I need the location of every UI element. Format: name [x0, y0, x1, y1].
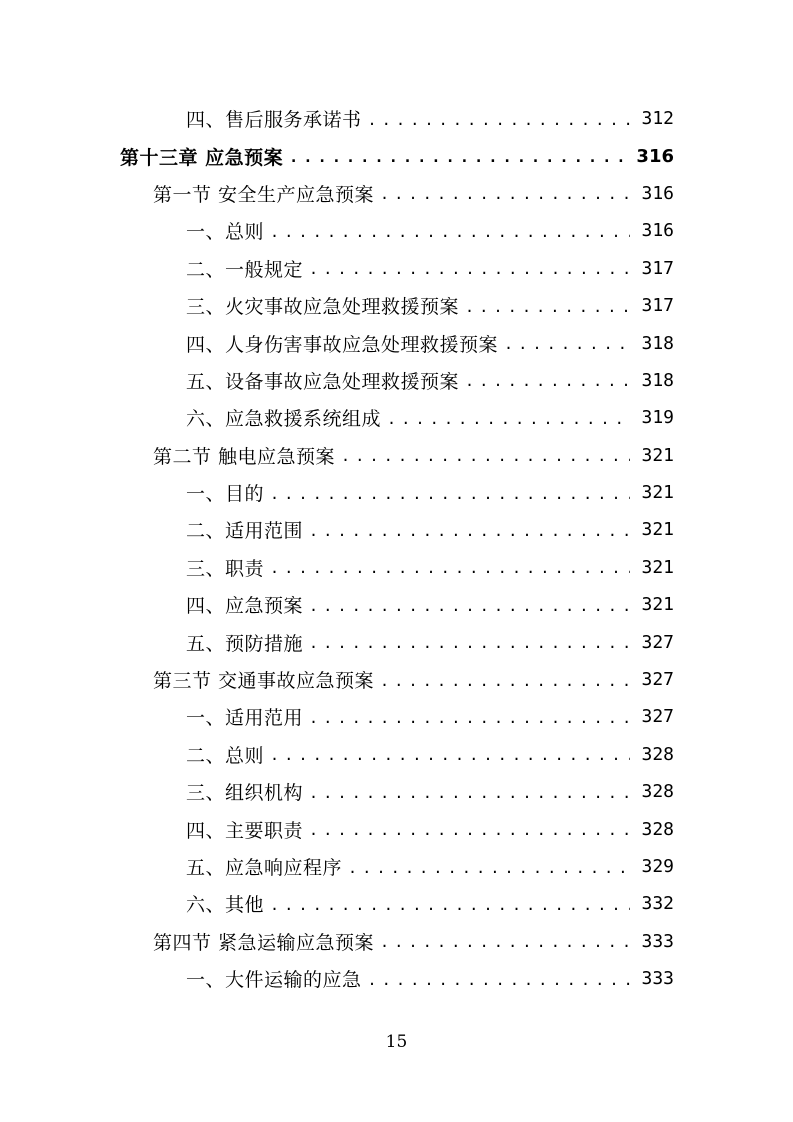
- toc-entry-page: 329: [641, 856, 674, 877]
- dot-leader: [309, 784, 630, 802]
- toc-entry-title: 第二节 触电应急预案: [153, 445, 336, 468]
- toc-entry-title: 五、应急响应程序: [186, 857, 343, 879]
- toc-entry[interactable]: [0, 549, 793, 586]
- toc-entry[interactable]: [0, 960, 793, 997]
- dot-leader: [348, 859, 630, 877]
- toc-entry-title: 第十三章 应急预案: [120, 146, 284, 169]
- dot-leader: [341, 447, 630, 465]
- toc-entry-title: 四、人身伤害事故应急处理救援预案: [186, 333, 499, 356]
- dot-leader: [270, 485, 630, 503]
- toc-entry[interactable]: [0, 586, 793, 623]
- toc-entry-page: 321: [641, 556, 674, 578]
- toc-section-entry[interactable]: [0, 661, 793, 698]
- toc-entry[interactable]: [0, 848, 793, 885]
- toc-entry[interactable]: [0, 511, 793, 548]
- toc-entry[interactable]: [0, 399, 793, 436]
- toc-entry-page: 321: [641, 594, 674, 616]
- toc-entry-title: 三、职责: [186, 557, 265, 580]
- toc-section-entry[interactable]: [0, 923, 793, 960]
- toc-entry-page: 316: [641, 220, 674, 242]
- toc-entry-title: 六、应急救援系统组成: [186, 408, 382, 431]
- toc-entry[interactable]: [0, 100, 793, 137]
- toc-section-entry[interactable]: [0, 175, 793, 212]
- toc-entry[interactable]: [0, 773, 793, 810]
- dot-leader: [368, 971, 630, 989]
- dot-leader: [270, 896, 630, 914]
- dot-leader: [387, 410, 630, 428]
- toc-entry-title: 一、大件运输的应急: [186, 969, 362, 992]
- dot-leader: [270, 223, 630, 241]
- toc-entry-title: 一、总则: [186, 221, 265, 244]
- dot-leader: [368, 111, 630, 129]
- toc-entry[interactable]: [0, 885, 793, 922]
- dot-leader: [504, 335, 630, 353]
- toc-entry[interactable]: [0, 362, 793, 399]
- toc-entry-title: 四、应急预案: [186, 595, 304, 618]
- dot-leader: [270, 559, 630, 577]
- toc-section-entry[interactable]: [0, 437, 793, 474]
- toc-entry-title: 三、组织机构: [186, 782, 304, 805]
- toc-entry-page: 321: [641, 519, 674, 541]
- toc-entry-page: 333: [641, 968, 674, 990]
- page-number: 15: [385, 1032, 408, 1052]
- toc-entry-page: 328: [641, 781, 674, 803]
- toc-entry-title: 四、售后服务承诺书: [186, 109, 362, 132]
- dot-leader: [309, 709, 630, 727]
- toc-entry[interactable]: [0, 736, 793, 773]
- toc-entry-title: 第四节 紧急运输应急预案: [153, 931, 375, 954]
- dot-leader: [309, 821, 630, 839]
- dot-leader: [309, 597, 630, 615]
- dot-leader: [380, 672, 630, 690]
- toc-entry-page: 327: [641, 631, 674, 653]
- toc-entry-page: 317: [641, 295, 674, 317]
- toc-entry[interactable]: [0, 474, 793, 511]
- toc-entry-page: 316: [641, 182, 674, 204]
- toc-entry-page: 327: [641, 669, 674, 691]
- toc-entry-title: 第一节 安全生产应急预案: [153, 183, 375, 206]
- toc-entry-title: 第三节 交通事故应急预案: [153, 670, 375, 693]
- toc-entry-page: 327: [641, 706, 674, 728]
- toc-chapter-entry[interactable]: [0, 137, 793, 174]
- toc-entry[interactable]: [0, 250, 793, 287]
- toc-entry-title: 二、总则: [186, 744, 265, 767]
- toc-entry-title: 二、一般规定: [186, 258, 304, 281]
- toc-entry-page: 333: [641, 930, 674, 952]
- toc-entry-page: 318: [641, 332, 674, 354]
- dot-leader: [465, 298, 630, 316]
- toc-entry-title: 四、主要职责: [186, 819, 304, 842]
- toc-entry-title: 一、适用范用: [186, 707, 304, 730]
- toc-entry-title: 六、其他: [186, 894, 265, 917]
- toc-entry[interactable]: [0, 623, 793, 660]
- dot-leader: [289, 148, 630, 166]
- table-of-contents: [0, 100, 793, 997]
- toc-entry-page: 316: [636, 145, 674, 167]
- toc-entry-title: 二、适用范围: [186, 520, 304, 543]
- toc-entry[interactable]: [0, 810, 793, 847]
- toc-entry-page: 328: [641, 743, 674, 765]
- dot-leader: [309, 634, 630, 652]
- dot-leader: [465, 372, 630, 390]
- toc-entry[interactable]: [0, 324, 793, 361]
- toc-entry-page: 317: [641, 257, 674, 279]
- toc-entry-title: 一、目的: [186, 483, 265, 506]
- toc-entry-page: 312: [641, 108, 674, 130]
- toc-entry-page: 332: [641, 893, 674, 915]
- toc-entry-title: 五、设备事故应急处理救援预案: [186, 370, 460, 393]
- toc-entry-page: 318: [641, 369, 674, 391]
- toc-entry-title: 三、火灾事故应急处理救援预案: [186, 296, 460, 319]
- toc-entry[interactable]: [0, 287, 793, 324]
- dot-leader: [380, 933, 630, 951]
- toc-entry[interactable]: [0, 212, 793, 249]
- dot-leader: [380, 185, 630, 203]
- toc-entry-page: 328: [641, 818, 674, 840]
- toc-entry-page: 321: [641, 482, 674, 504]
- toc-entry-page: 321: [641, 444, 674, 466]
- dot-leader: [270, 746, 630, 764]
- toc-entry-title: 五、预防措施: [186, 632, 304, 655]
- dot-leader: [309, 522, 630, 540]
- toc-entry-page: 319: [641, 407, 674, 429]
- toc-entry[interactable]: [0, 698, 793, 735]
- dot-leader: [309, 260, 630, 278]
